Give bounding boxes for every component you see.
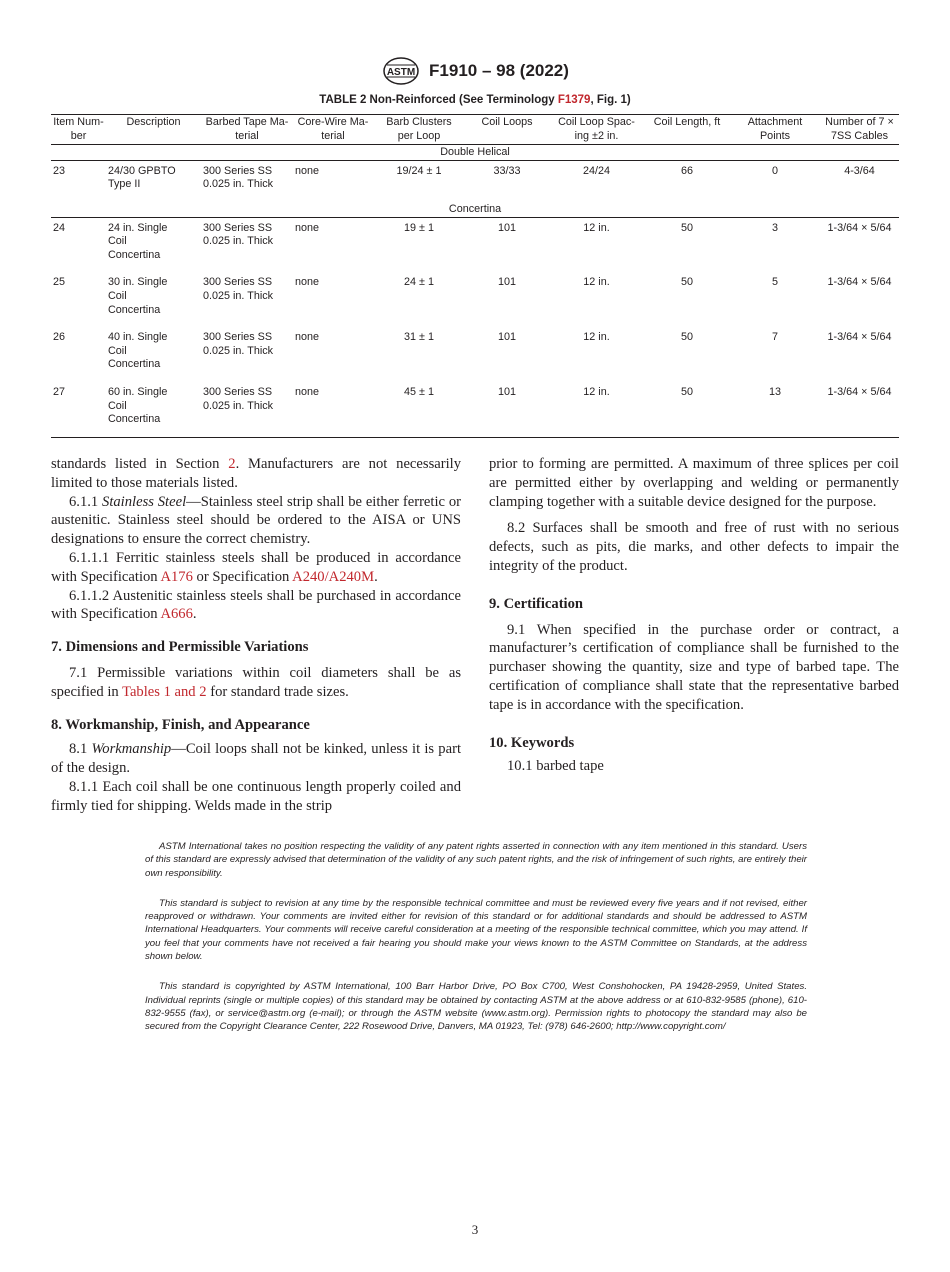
caption-text: TABLE 2 Non-Reinforced (See Terminology xyxy=(319,94,558,106)
text-span: —Coil loops shall not be kinked, unless it is part of the design. xyxy=(51,741,461,777)
table-cell: 300 Series SS 0.025 in. Thick xyxy=(203,331,274,357)
table-cell: 1-3/64 × 5/64 xyxy=(827,276,892,289)
table-cell: 101 xyxy=(497,221,516,234)
page-header xyxy=(0,55,950,87)
paragraph-10-1: 10.1 barbed tape xyxy=(507,758,604,775)
paragraph-title: Workmanship xyxy=(91,741,172,758)
table-cell: 0 xyxy=(771,164,778,177)
table-cell: 50 xyxy=(644,382,730,437)
table-cell: 101 xyxy=(497,276,516,289)
column-header: Number of 7 × 7SS Cables xyxy=(820,115,899,145)
link-a176[interactable]: A176 xyxy=(160,568,193,585)
table-cell: 12 in. xyxy=(549,382,644,437)
caption-link-f1379[interactable]: F1379 xyxy=(557,94,591,106)
table-cell: 7 xyxy=(771,331,778,344)
text-span: 6.1.1 xyxy=(69,493,103,510)
table-header-row xyxy=(51,115,899,145)
paragraph-6-continued xyxy=(51,455,461,493)
paragraph-8-1-1-continued: prior to forming are permitted. A maximum of three splices per coil are permitted either by overlapping and welding or permanently clamping together with a suitable device designed for the purpose. xyxy=(489,456,899,510)
table-cell: 12 in. xyxy=(583,221,610,234)
section-7-heading: 7. Dimensions and Permissible Variations xyxy=(51,639,309,656)
table-cell: 12 in. xyxy=(583,331,610,344)
table-cell: 19/24 ± 1 xyxy=(396,164,442,177)
table-cell: none xyxy=(295,331,320,344)
table-2 xyxy=(51,114,899,438)
paragraph-6-1-1 xyxy=(51,493,461,549)
table-cell: 50 xyxy=(680,276,693,289)
text-span: . Manufacturers are not necessarily limited to those materials listed. xyxy=(51,456,461,491)
text-span: . xyxy=(192,606,197,623)
table-cell: 101 xyxy=(465,382,549,437)
link-tables-1-2[interactable]: Tables 1 and 2 xyxy=(122,683,207,700)
table-cell: 33/33 xyxy=(493,164,521,177)
page-number: 3 xyxy=(471,1222,479,1237)
table-row xyxy=(51,272,899,327)
section-8-heading: 8. Workmanship, Finish, and Appearance xyxy=(51,716,310,733)
table-row xyxy=(51,160,899,202)
right-column xyxy=(489,455,899,776)
table-cell: 24 in. Single Coil Concertina xyxy=(108,221,168,261)
paragraph-7-1 xyxy=(51,664,461,702)
table-cell: 31 ± 1 xyxy=(404,331,434,344)
table-cell: none xyxy=(295,276,320,289)
section-9-heading: 9. Certification xyxy=(489,595,584,612)
table-cell: 12 in. xyxy=(583,276,610,289)
text-span: 6.1.1.2 Austenitic stainless steels shall be purchased in accordance with Specification xyxy=(51,587,461,623)
astm-logo-icon xyxy=(381,55,421,87)
table-cell: 24/24 xyxy=(582,164,611,177)
table-cell: 19 ± 1 xyxy=(404,221,434,234)
table-cell: 1-3/64 × 5/64 xyxy=(820,382,899,437)
paragraph-8-1-1: 8.1.1 Each coil shall be one continuous length properly coiled and firmly tied for shipping. Welds made in the strip xyxy=(51,778,461,814)
text-span: for standard trade sizes. xyxy=(206,683,349,700)
text-span: 7.1 Permissible variations within coil diameters shall be as specified in xyxy=(51,664,461,700)
table-cell: 1-3/64 × 5/64 xyxy=(827,331,892,344)
table-cell: 24/30 GPBTO Type II xyxy=(108,164,176,191)
text-span: —Stainless steel strip shall be either ferretic or austenitic. Stainless steel should be ordered to the AISA or UNS designations to ensure the correct chemistry. xyxy=(51,493,461,548)
group-label: Concertina xyxy=(51,202,899,217)
text-span: or Specification xyxy=(192,568,293,585)
text-span: . xyxy=(374,568,378,585)
table-cell: 50 xyxy=(680,221,693,234)
revision-notice: This standard is subject to revision at any time by the responsible technical committee and must be reviewed every five years and if not revised, either reapproved or withdrawn. Your comments are invited either for revision of this standard or for additional standards and should be addressed to ASTM International Headquarters. Your comments will receive careful consideration at a meeting of the responsible technical committee, which you may attend. If you feel that your comments have not received a fair hearing you should make your views known to the ASTM Committee on Standards, at the address shown below. xyxy=(145,897,807,963)
logo-text: ASTM xyxy=(386,67,416,78)
table-row xyxy=(51,382,899,437)
table-cell: 45 ± 1 xyxy=(373,382,465,437)
link-a666[interactable]: A666 xyxy=(160,606,193,623)
text-span: 8.1 xyxy=(69,741,92,758)
text-span: 6.1.1.1 Ferritic stainless steels shall be produced in accordance with Specification xyxy=(51,549,461,585)
table-cell: 300 Series SS 0.025 in. Thick xyxy=(201,382,293,437)
table-cell: 24 ± 1 xyxy=(404,276,434,289)
standard-designation: F1910 – 98 (2022) xyxy=(429,61,569,80)
table-cell: 60 in. Single Coil Concertina xyxy=(106,382,201,437)
group-row xyxy=(51,202,899,217)
table-cell: 300 Series SS 0.025 in. Thick xyxy=(203,164,274,191)
table-cell: 66 xyxy=(680,164,693,177)
column-header: Coil Length, ft xyxy=(644,115,730,145)
table-cell: 23 xyxy=(53,164,66,177)
table-cell: 300 Series SS 0.025 in. Thick xyxy=(203,276,274,302)
table-cell: 3 xyxy=(771,221,778,234)
table-cell: 4-3/64 xyxy=(844,164,875,177)
table-body xyxy=(51,145,899,438)
table-cell: 27 xyxy=(51,382,106,437)
section-10-heading: 10. Keywords xyxy=(489,734,575,751)
table-cell: none xyxy=(295,221,320,234)
paragraph-8-2: 8.2 Surfaces shall be smooth and free of rust with no serious defects, such as pits, die marks, and other defects to impair the integrity of the product. xyxy=(489,520,899,574)
link-a240[interactable]: A240/A240M xyxy=(292,568,375,585)
group-label: Double Helical xyxy=(51,145,899,161)
table-cell: 24 xyxy=(53,221,66,234)
column-header: Description xyxy=(106,115,201,145)
table-cell: none xyxy=(295,164,320,177)
paragraph-9-1: 9.1 When specified in the purchase order or contract, a manufacturer’s certification of compliance shall be furnished to the purchaser showing the quantity, size and type of barbed tape. The certification of compliance shall state that the representative barbed tape is in accordance with the specification. xyxy=(489,621,899,713)
table-cell: 101 xyxy=(497,331,516,344)
caption-text-end: , Fig. 1) xyxy=(590,94,631,106)
copyright-notice: This standard is copyrighted by ASTM International, 100 Barr Harbor Drive, PO Box C700, West Conshohocken, PA 19428-2959, United States. Individual reprints (single or multiple copies) of this standard may be obtained by contacting ASTM at the above address or at 610-832-9585 (phone), 610-832-9555 (fax), or service@astm.org (e-mail); or through the ASTM website (www.astm.org). Permission rights to photocopy the standard may also be secured from the Copyright Clearance Center, 222 Rosewood Drive, Danvers, MA 01923, Tel: (978) 646-2600; http://www.copyright.com/ xyxy=(145,981,807,1033)
text-span: standards listed in Section xyxy=(51,456,229,472)
table-cell: none xyxy=(293,382,373,437)
table-cell: 30 in. Single Coil Concertina xyxy=(108,276,168,316)
column-header: Barb Clusters per Loop xyxy=(373,115,465,145)
legal-notices xyxy=(145,840,807,1051)
table-cell: 300 Series SS 0.025 in. Thick xyxy=(203,221,274,248)
patent-notice: ASTM International takes no position respecting the validity of any patent rights asserted in connection with any item mentioned in this standard. Users of this standard are expressly advised that determination of the validity of any such patent rights, and the risk of infringement of such rights, are entirely their own responsibility. xyxy=(145,841,807,879)
table-cell: 40 in. Single Coil Concertina xyxy=(108,331,168,371)
table-row xyxy=(51,217,899,272)
left-column xyxy=(51,455,461,816)
table-cell: 1-3/64 × 5/64 xyxy=(827,221,892,234)
table-cell: 25 xyxy=(53,276,66,289)
table-row xyxy=(51,327,899,382)
table-cell: 13 xyxy=(730,382,820,437)
column-header: Attachment Points xyxy=(730,115,820,145)
group-row xyxy=(51,145,899,161)
column-header: Coil Loop Spac- ing ±2 in. xyxy=(549,115,644,145)
column-header: Coil Loops xyxy=(465,115,549,145)
link-section-2[interactable]: 2 xyxy=(228,456,236,472)
paragraph-8-1 xyxy=(51,740,461,778)
paragraph-title: Stainless Steel xyxy=(102,493,187,510)
column-header: Core-Wire Ma- terial xyxy=(293,115,373,145)
table-cell: 26 xyxy=(53,331,66,344)
column-header: Item Num- ber xyxy=(51,115,106,145)
table-caption xyxy=(0,94,950,106)
table-cell: 50 xyxy=(680,331,693,344)
paragraph-6-1-1-1 xyxy=(51,549,461,587)
column-header: Barbed Tape Ma- terial xyxy=(201,115,293,145)
paragraph-6-1-1-2 xyxy=(51,587,461,625)
table-cell: 5 xyxy=(771,276,778,289)
